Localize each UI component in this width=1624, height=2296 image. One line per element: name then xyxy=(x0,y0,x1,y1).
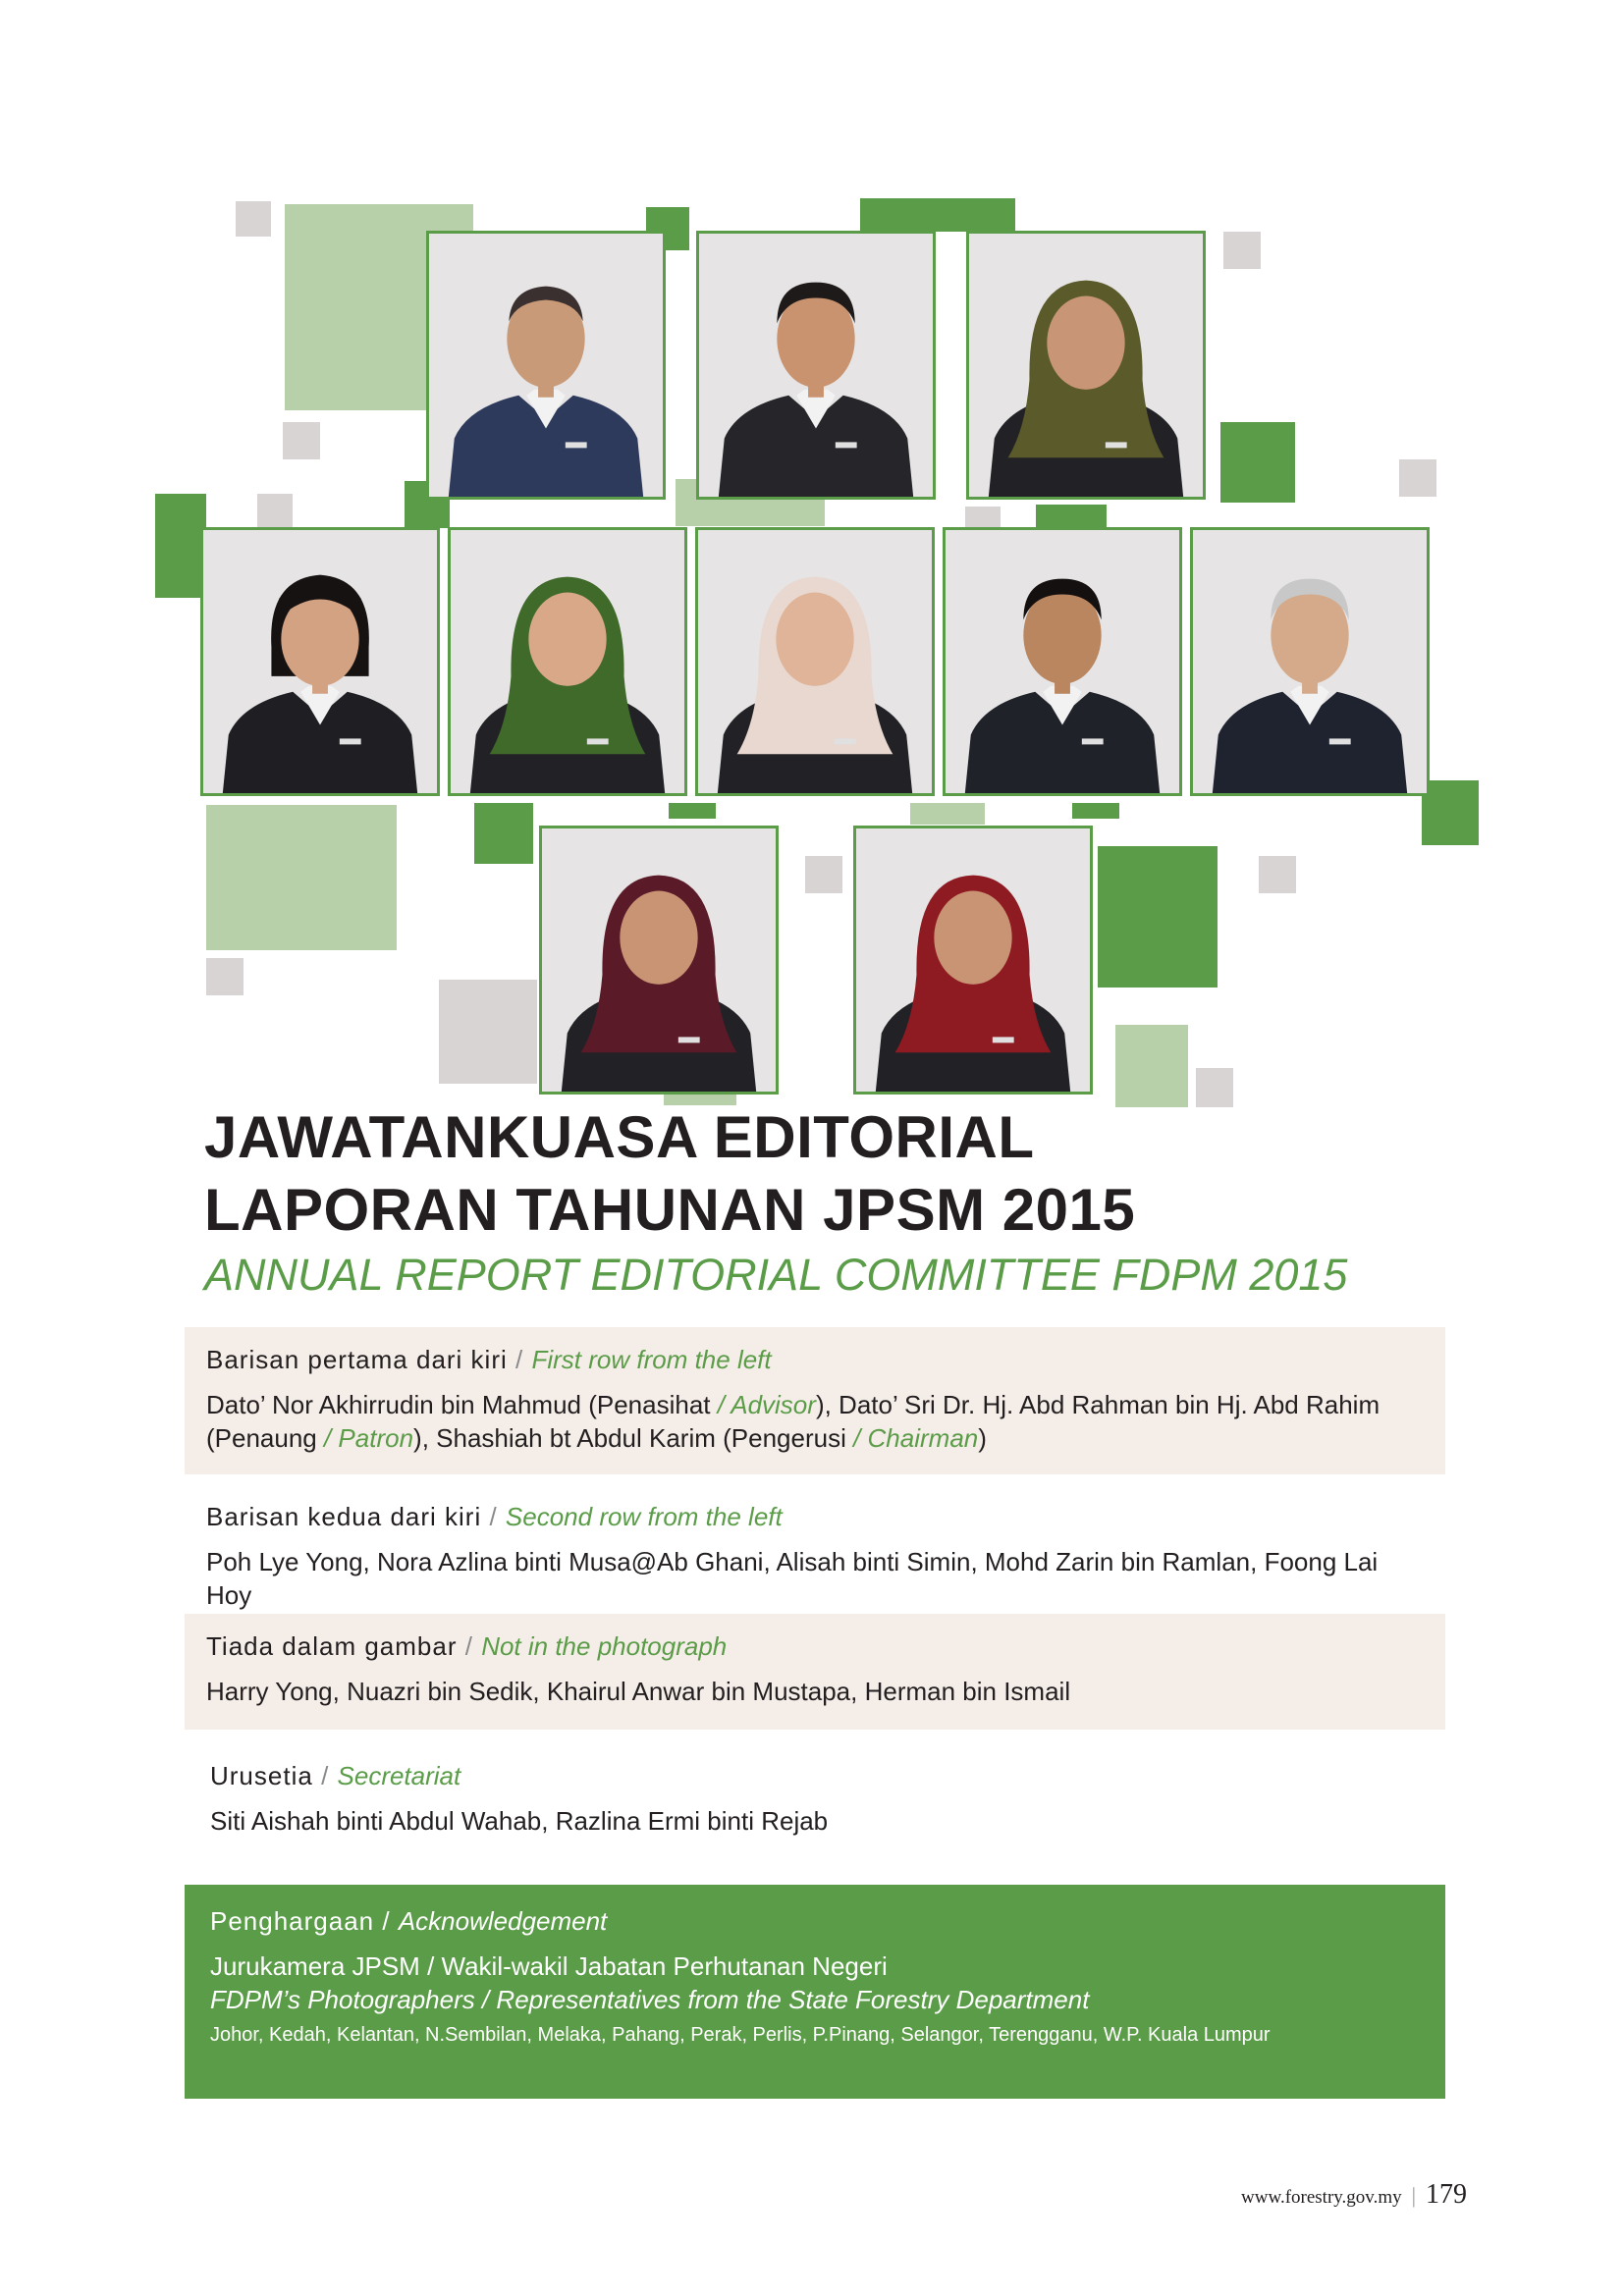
section-heading xyxy=(206,1343,1424,1376)
ack-line-1: Jurukamera JPSM / Wakil-wakil Jabatan Perhutanan Negeri xyxy=(210,1951,888,1981)
section-secretariat xyxy=(185,1743,1445,1851)
deco-square xyxy=(1422,780,1479,845)
deco-square xyxy=(965,507,1001,528)
ack-line-2: FDPM’s Photographers / Representatives from the State Forestry Department xyxy=(210,1985,1090,2014)
heading-separator: / xyxy=(489,1502,506,1531)
title-line-1: JAWATANKUASA EDITORIAL xyxy=(204,1104,1035,1170)
not-in-photo-names: Harry Yong, Nuazri bin Sedik, Khairul Anwar bin Mustapa, Herman bin Ismail xyxy=(206,1677,1071,1706)
deco-square xyxy=(669,803,716,819)
deco-square xyxy=(1098,846,1218,988)
footer-separator: | xyxy=(1411,2183,1416,2208)
section-first-row xyxy=(185,1327,1445,1474)
portrait-figure xyxy=(542,828,776,1092)
deco-square xyxy=(439,980,537,1084)
first-row-names: Dato’ Nor Akhirrudin bin Mahmud (Penasihat / Advisor), Dato’ Sri Dr. Hj. Abd Rahman bin Hj. Abd Rahim (Penaung / Patron), Shashiah bt Abdul Karim (Pengerusi / Chairman) xyxy=(206,1390,1380,1453)
title-line-2: LAPORAN TAHUNAN JPSM 2015 xyxy=(204,1177,1136,1243)
portrait-figure xyxy=(698,530,932,793)
heading-separator: / xyxy=(382,1906,399,1936)
portrait-photo xyxy=(539,826,779,1095)
ack-line-3: Johor, Kedah, Kelantan, N.Sembilan, Melaka, Pahang, Perak, Perlis, P.Pinang, Selangor, Terengganu, W.P. Kuala Lumpur xyxy=(210,2024,1271,2046)
secretariat-names: Siti Aishah binti Abdul Wahab, Razlina Ermi binti Rejab xyxy=(210,1806,829,1836)
section-second-row xyxy=(185,1484,1445,1610)
portrait-figure xyxy=(699,234,933,497)
deco-square xyxy=(1036,505,1107,528)
heading-english: Second row from the left xyxy=(505,1502,783,1531)
heading-malay: Barisan kedua dari kiri xyxy=(206,1502,482,1531)
section-heading xyxy=(206,1629,1424,1663)
portrait-photo xyxy=(426,231,666,500)
portrait-figure xyxy=(451,530,684,793)
deco-square xyxy=(1259,856,1296,893)
portrait-figure xyxy=(969,234,1203,497)
page-subtitle: ANNUAL REPORT EDITORIAL COMMITTEE FDPM 2015 xyxy=(204,1250,1348,1300)
portrait-photo xyxy=(943,527,1182,796)
deco-square xyxy=(283,422,320,459)
portrait-photo xyxy=(853,826,1093,1095)
page-footer xyxy=(1241,2179,1467,2211)
deco-square xyxy=(1223,232,1261,269)
portrait-photo xyxy=(1190,527,1430,796)
deco-square xyxy=(206,958,244,995)
heading-english: Not in the photograph xyxy=(481,1631,728,1661)
heading-english: Secretariat xyxy=(337,1761,461,1790)
heading-english: Acknowledgement xyxy=(398,1906,608,1936)
heading-english: First row from the left xyxy=(531,1345,772,1374)
section-not-in-photo xyxy=(185,1614,1445,1730)
heading-malay: Tiada dalam gambar xyxy=(206,1631,458,1661)
section-heading xyxy=(210,1759,1424,1792)
heading-separator: / xyxy=(321,1761,338,1790)
section-acknowledgement xyxy=(185,1885,1445,2099)
heading-malay: Urusetia xyxy=(210,1761,313,1790)
portrait-photo xyxy=(966,231,1206,500)
deco-square xyxy=(910,803,985,825)
portrait-figure xyxy=(946,530,1179,793)
heading-malay: Barisan pertama dari kiri xyxy=(206,1345,508,1374)
second-row-names: Poh Lye Yong, Nora Azlina binti Musa@Ab Ghani, Alisah binti Simin, Mohd Zarin bin Ramlan, Foong Lai Hoy xyxy=(206,1547,1379,1610)
portrait-figure xyxy=(856,828,1090,1092)
heading-separator: / xyxy=(515,1345,532,1374)
section-heading xyxy=(206,1500,1424,1533)
portrait-figure xyxy=(1193,530,1427,793)
portrait-figure xyxy=(203,530,437,793)
page-title-block xyxy=(204,1101,1481,1304)
deco-square xyxy=(474,803,533,864)
deco-square xyxy=(1115,1025,1188,1107)
portrait-figure xyxy=(429,234,663,497)
portrait-photo xyxy=(696,231,936,500)
deco-square xyxy=(1399,459,1436,497)
deco-square xyxy=(860,198,1015,232)
deco-square xyxy=(1072,803,1119,819)
portrait-photo xyxy=(200,527,440,796)
page-number: 179 xyxy=(1426,2179,1467,2210)
section-heading xyxy=(210,1904,1424,1938)
footer-url[interactable]: www.forestry.gov.my xyxy=(1241,2187,1402,2208)
portrait-photo xyxy=(695,527,935,796)
deco-square xyxy=(155,494,206,598)
portrait-photo xyxy=(448,527,687,796)
deco-square xyxy=(206,805,397,950)
deco-square xyxy=(1220,422,1295,503)
heading-separator: / xyxy=(464,1631,482,1661)
deco-square xyxy=(257,494,293,527)
deco-square xyxy=(805,856,842,893)
deco-square xyxy=(236,201,271,237)
heading-malay: Penghargaan xyxy=(210,1906,375,1936)
